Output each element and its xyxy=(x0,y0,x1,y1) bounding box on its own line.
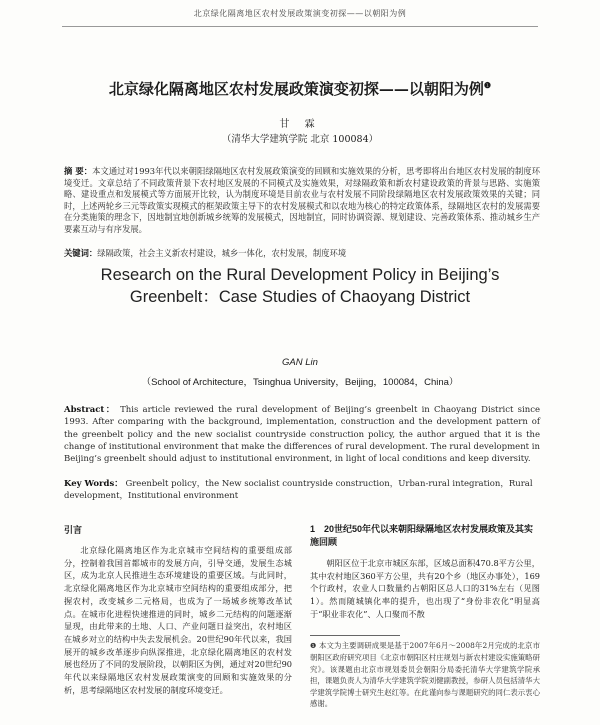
english-abstract xyxy=(64,404,540,465)
english-affiliation: （School of Architecture，Tsinghua University，Beijing，100084，China） xyxy=(141,377,459,388)
english-title-line1: Research on the Rural Development Policy in Beijing’s xyxy=(100,266,500,284)
english-title xyxy=(0,264,600,308)
running-header: 北京绿化隔离地区农村发展政策演变初探——以朝阳为例 xyxy=(193,9,407,18)
footnote-divider xyxy=(310,635,400,636)
intro-paragraph: 北京绿化隔离地区作为北京城市空间结构的重要组成部分，控制着我国首都城市的发展方向，引导交通，发展生态城区，成为北京人民推进生态环境建设的重要区域。与此同时，北京绿化隔离地区作为北京城市空间结构的重要组成部分，把握农村，改变城乡二元格局，也成为了一场城乡统筹改革试点。在城市化进程快速推进的同时，城乡二元结构的问题逐渐显现，由此带来的土地、人口、产业问题日益突出，农村地区在城乡对立的结构中失去发展机会。20世纪90年代以来，我国展开的城乡改革逐步向纵深推进，北京绿化隔离地区的农村发展也经历了不同的发展阶段，以朝阳区为例，通过对20世纪90年代以来绿隔地区农村发展政策演变的回顾和实施效果的分析，思考绿隔地区农村发展的制度环境变迁。 xyxy=(64,545,292,695)
footnote-marker-icon: ❶ xyxy=(310,641,317,650)
footnote-marker: ❶ xyxy=(483,80,492,90)
english-author: GAN Lin xyxy=(282,357,318,368)
chinese-abstract xyxy=(64,166,540,236)
right-column xyxy=(310,523,540,710)
chinese-keywords xyxy=(64,247,540,259)
chinese-affiliation: （清华大学建筑学院 北京 100084） xyxy=(221,134,379,145)
section1-heading: 1 20世纪50年代以来朝阳绿隔地区农村发展政策及其实施回顾 xyxy=(310,524,534,547)
chinese-keywords-text: 绿隔政策，社会主义新农村建设，城乡一体化，农村发展，制度环境 xyxy=(97,248,347,258)
english-abstract-text: This article reviewed the rural development of Beijing’s greenbelt in Chaoyang District since 1993. After comparing with the background, implementation, construction and the development pattern of the greenbelt policy and the new socialist countryside construction policy, the author argued that it is the change of institutional environment that make the differences of rural development. The rural development in Beijing’s greenbelt should adjust to institutional environment, in light of local conditions and keep diversity. xyxy=(64,405,540,465)
left-column xyxy=(64,523,292,696)
chinese-abstract-label: 摘 要： xyxy=(64,166,93,176)
chinese-keywords-label: 关键词： xyxy=(64,248,98,258)
english-abstract-label: Abstract： xyxy=(64,405,116,415)
english-title-line2: Greenbelt：Case Studies of Chaoyang District xyxy=(129,288,471,306)
header-divider xyxy=(62,26,538,27)
english-keywords-text: Greenbelt policy，the New socialist countryside construction，Urban-rural integration，Rural development，Institutional environment xyxy=(64,479,533,502)
chinese-author: 甘 霖 xyxy=(279,119,321,130)
footnote xyxy=(310,640,540,710)
chinese-title-text: 北京绿化隔离地区农村发展政策演变初探——以朝阳为例 xyxy=(108,80,484,98)
intro-heading: 引言 xyxy=(64,525,83,535)
section1-paragraph: 朝阳区位于北京市城区东部，区域总面积470.8平方公里，其中农村地区360平方公里，共有20个乡（地区办事处），169个行政村，农业人口数量约占朝阳区总人口的31%左右（见图1）。然而随城镇化率的提升，也出现了“身份非农化”明显高于“职业非农化”、人口聚而不散 xyxy=(310,558,540,619)
chinese-abstract-text: 本文通过对1993年代以来朝阳绿隔地区农村发展政策演变的回顾和实施效果的分析，思考即将出台地区农村发展的制度环境变迁。文章总结了不同政策背景下农村地区发展的不同模式及实施效果，对绿隔政策和新农村建设政策的背景与思路、实施策略、建设重点和发展模式等方面展开比较，认为制度环境是目前农业与农村发展不同阶段绿隔地区农村发展政策效果的关键；同时，上述两轮乡三元等政策实现模式的框架政策主导下的农村发展模式和以农地为核心的特定政策体系，绿隔地区农村的发展需要在分类施策的理念下，因地制宜地创新城乡统筹的发展模式，因地制宜，同时协调资源、规划建设、完善政策体系、推动城乡生产要素互动与有序发展。 xyxy=(64,166,541,234)
footnote-text: 本文为主要调研成果是基于2007年6月～2008年2月完成的北京市朝阳区政府研究项目《北京市朝阳区村庄规划与新农村建设实施策略研究》。该课题由北京市规划委员会朝阳分局委托清华大学建筑学院承担，课题负责人为清华大学建筑学院刘健副教授，参研人员包括清华大学建筑学院博士研究生赵红等。在此谨向参与课题研究的同仁表示衷心感谢。 xyxy=(310,640,540,709)
english-keywords xyxy=(64,478,540,503)
chinese-title xyxy=(0,78,600,99)
english-keywords-label: Key Words： xyxy=(64,479,123,489)
